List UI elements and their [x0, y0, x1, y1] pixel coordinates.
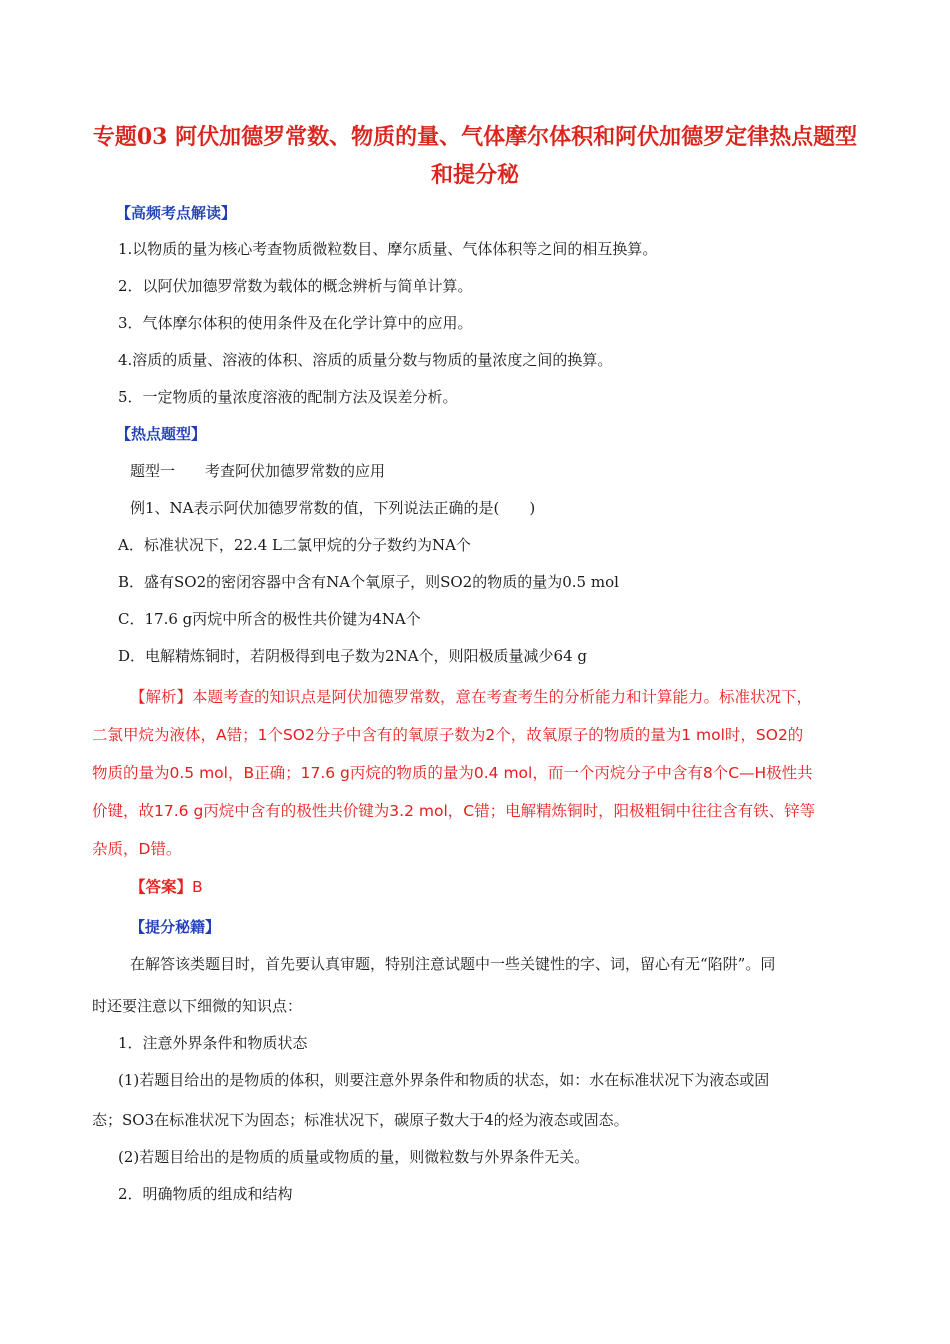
option-b: B．盛有SO2的密闭容器中含有NA个氧原子，则SO2的物质的量为0.5 mol: [118, 573, 619, 591]
tips-heading: 【提分秘籍】: [130, 918, 221, 936]
analysis-line-5: 杂质，D错。: [92, 840, 182, 858]
kaodian-item-1: 1.以物质的量为核心考查物质微粒数目、摩尔质量、气体体积等之间的相互换算。: [118, 240, 658, 258]
tips-line-2: 时还要注意以下细微的知识点：: [92, 997, 303, 1015]
kaodian-item-4: 4.溶质的质量、溶液的体积、溶质的质量分数与物质的量浓度之间的换算。: [118, 351, 613, 369]
document-title-line1: 专题03 阿伏加德罗常数、物质的量、气体摩尔体积和阿伏加德罗定律热点题型: [92, 124, 858, 150]
kaodian-item-2: 2．以阿伏加德罗常数为载体的概念辨析与简单计算。: [118, 277, 473, 295]
tips-line-4: (1)若题目给出的是物质的体积，则要注意外界条件和物质的状态，如：水在标准状况下为液态或固: [118, 1071, 770, 1089]
tips-line-1: 在解答该类题目时，首先要认真审题，特别注意试题中一些关键性的字、词，留心有无“陷阱”。同: [130, 955, 776, 973]
option-a: A．标准状况下，22.4 L二氯甲烷的分子数约为NA个: [118, 536, 471, 554]
answer-row: [130, 876, 203, 898]
redian-heading: 【热点题型】: [116, 425, 207, 443]
document-title-line2: 和提分秘: [430, 162, 519, 188]
kaodian-item-5: 5．一定物质的量浓度溶液的配制方法及误差分析。: [118, 388, 458, 406]
tips-line-3: 1．注意外界条件和物质状态: [118, 1034, 308, 1052]
tips-line-5: 态；SO3在标准状况下为固态；标准状况下，碳原子数大于4的烃为液态或固态。: [92, 1111, 629, 1129]
question-type-one: 题型一 考查阿伏加德罗常数的应用: [130, 462, 386, 480]
option-d: D．电解精炼铜时，若阴极得到电子数为2NA个，则阳极质量减少64 g: [118, 647, 587, 665]
kaodian-item-3: 3．气体摩尔体积的使用条件及在化学计算中的应用。: [118, 314, 473, 332]
analysis-line-4: 价键，故17.6 g丙烷中含有的极性共价键为3.2 mol，C错；电解精炼铜时，阳极粗铜中往往含有铁、锌等: [92, 802, 816, 820]
tips-line-6: (2)若题目给出的是物质的质量或物质的量，则微粒数与外界条件无关。: [118, 1148, 590, 1166]
kaodian-heading: 【高频考点解读】: [116, 204, 237, 222]
analysis-line-1: 【解析】本题考查的知识点是阿伏加德罗常数，意在考查考生的分析能力和计算能力。标准状况下，: [130, 688, 813, 706]
analysis-line-3: 物质的量为0.5 mol，B正确；17.6 g丙烷的物质的量为0.4 mol，而一个丙烷分子中含有8个C—H极性共: [92, 764, 813, 782]
analysis-line-2: 二氯甲烷为液体，A错；1个SO2分子中含有的氧原子数为2个，故氧原子的物质的量为1 mol时，SO2的: [92, 726, 804, 744]
answer-value: B: [192, 878, 203, 896]
option-c: C．17.6 g丙烷中所含的极性共价键为4NA个: [118, 610, 421, 628]
example-stem: 例1、NA表示阿伏加德罗常数的值，下列说法正确的是( ): [130, 499, 536, 517]
tips-line-7: 2．明确物质的组成和结构: [118, 1185, 293, 1203]
answer-label: 【答案】: [130, 878, 193, 896]
